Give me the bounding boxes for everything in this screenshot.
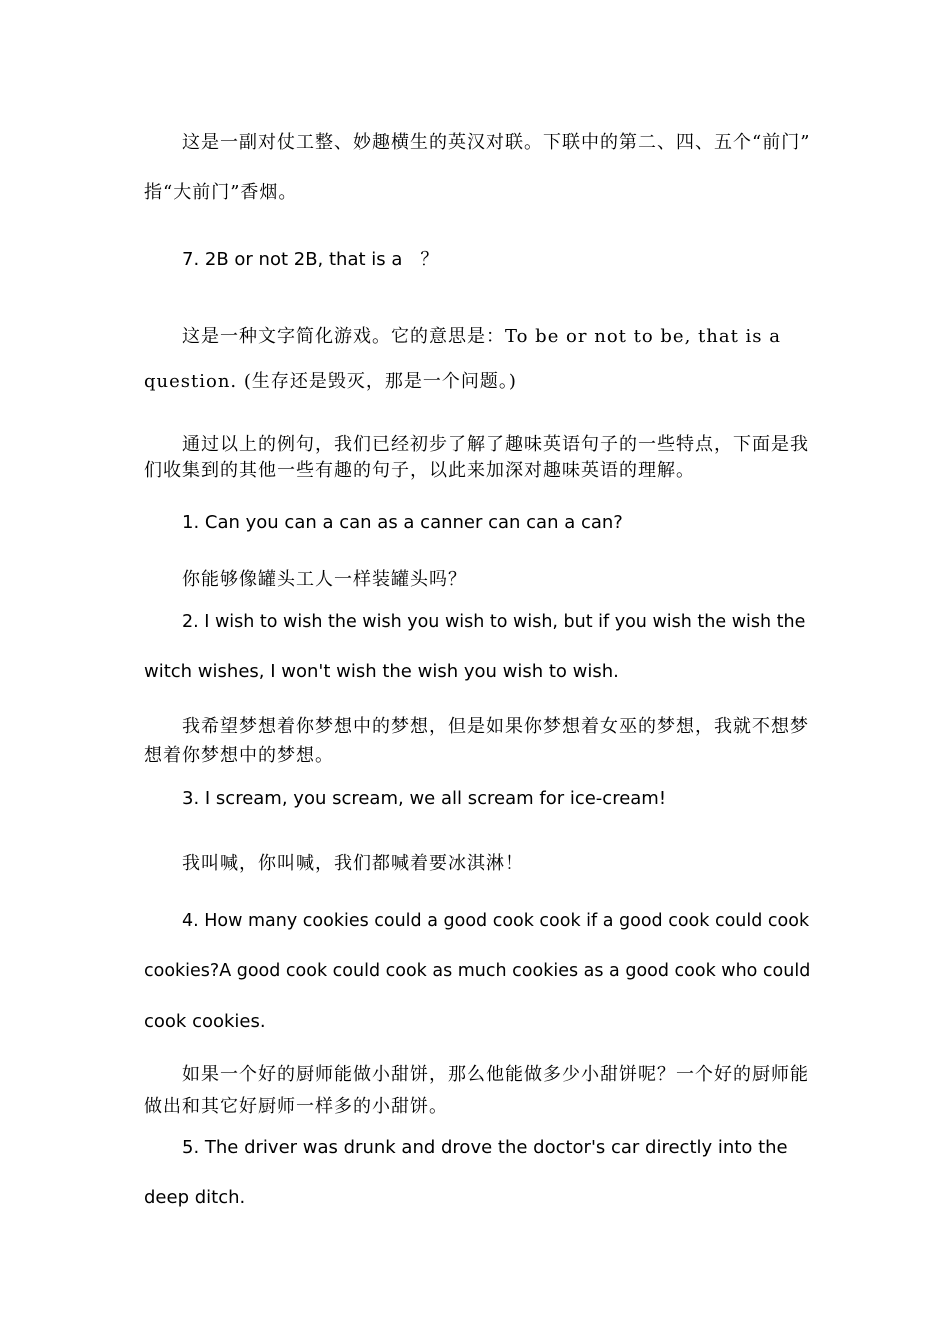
sentence-5-english-line-1: 5. The driver was drunk and drove the doctor's car directly into the [182,1137,788,1158]
couplet-explanation-line-2: 指“大前门”香烟。 [144,182,298,203]
sentence-3-english: 3. I scream, you scream, we all scream for ice-cream! [182,788,667,809]
sentence-4-english-line-1: 4. How many cookies could a good cook cook if a good cook could cook [182,911,810,931]
sentence-2-chinese-line-1: 我希望梦想着你梦想中的梦想，但是如果你梦想着女巫的梦想，我就不想梦 [182,716,809,737]
sentence-2-chinese-line-2: 想着你梦想中的梦想。 [144,745,334,766]
example-7-sentence: 7. 2B or not 2B, that is a ？ [182,249,439,270]
sentence-1-english: 1. Can you can a can as a canner can can a can? [182,512,623,533]
couplet-explanation-line-1: 这是一副对仗工整、妙趣横生的英汉对联。下联中的第二、四、五个“前门” [182,132,811,153]
sentence-2-english-line-2: witch wishes, I won't wish the wish you wish to wish. [144,661,619,682]
intro-paragraph-line-1: 通过以上的例句，我们已经初步了解了趣味英语句子的一些特点，下面是我 [182,434,809,455]
sentence-4-chinese-line-1: 如果一个好的厨师能做小甜饼，那么他能做多少小甜饼呢？一个好的厨师能 [182,1064,809,1085]
sentence-4-chinese-line-2: 做出和其它好厨师一样多的小甜饼。 [144,1096,448,1117]
sentence-4-english-line-3: cook cookies. [144,1011,266,1032]
sentence-4-english-line-2: cookies?A good cook could cook as much cookies as a good cook who could [144,961,811,981]
sentence-2-english-line-1: 2. I wish to wish the wish you wish to wish, but if you wish the wish the [182,612,806,632]
sentence-1-chinese: 你能够像罐头工人一样装罐头吗？ [182,569,467,590]
example-7-explanation-line-2: question. (生存还是毁灭，那是一个问题。) [144,371,517,392]
intro-paragraph-line-2: 们收集到的其他一些有趣的句子，以此来加深对趣味英语的理解。 [144,460,695,481]
sentence-3-chinese: 我叫喊，你叫喊，我们都喊着要冰淇淋！ [182,853,524,874]
sentence-5-english-line-2: deep ditch. [144,1187,246,1208]
example-7-explanation-line-1: 这是一种文字简化游戏。它的意思是：To be or not to be, that is a [182,326,781,347]
